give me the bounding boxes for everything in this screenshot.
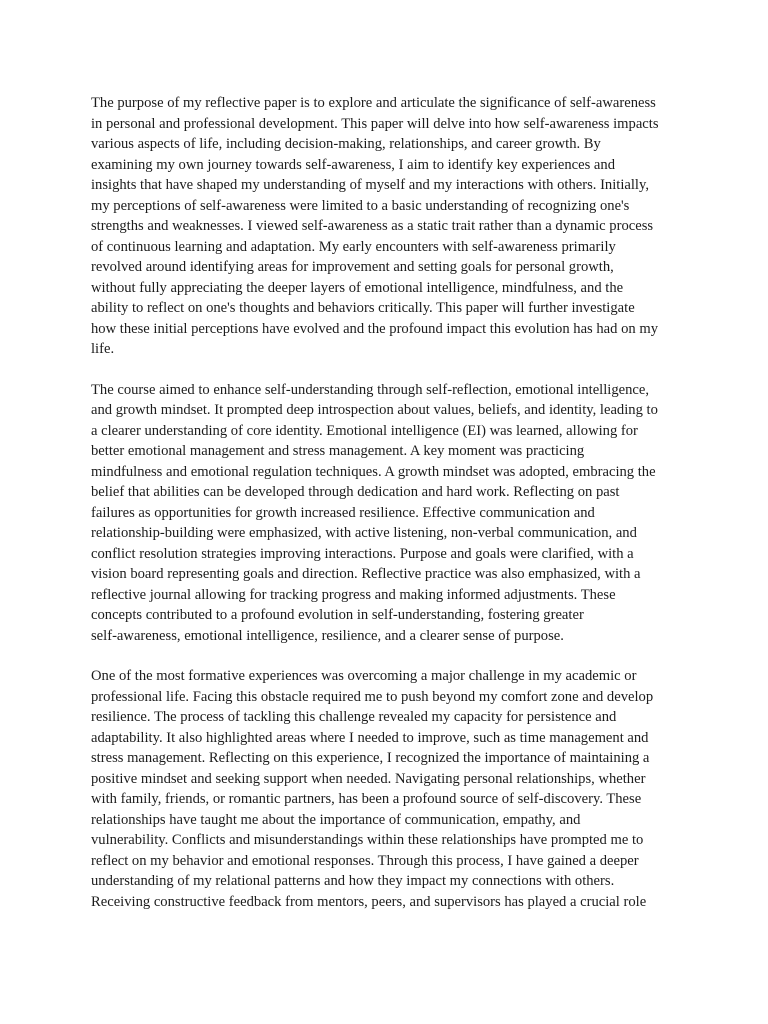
paragraph-experiences: One of the most formative experiences was overcoming a major challenge in my academic or professional life. Facing this obstacle required me to push beyond my comfort zone and develop resilience. The process of tackling this challenge revealed my capacity for persistence and adaptability. It also highlighted areas where I needed to improve, such as time management and stress management. Reflecting on this experience, I recognized the importance of maintaining a positive mindset and seeking support when needed. Navigating personal relationships, whether with family, friends, or romantic partners, has been a profound source of self-discovery. These relationships have taught me about the importance of communication, empathy, and vulnerability. Conflicts and misunderstandings within these relationships have prompted me to reflect on my behavior and emotional responses. Through this process, I have gained a deeper understanding of my relational patterns and how they impact my connections with others. Receiving constructive feedback from mentors, peers, and supervisors has played a crucial role [91, 668, 654, 910]
paragraph-course: The course aimed to enhance self-understanding through self-reflection, emotional intelligence, and growth mindset. It prompted deep introspection about values, beliefs, and identity, leading to a clearer understanding of core identity. Emotional intelligence (EI) was learned, allowing for better emotional management and stress management. A key moment was practicing mindfulness and emotional regulation techniques. A growth mindset was adopted, embracing the belief that abilities can be developed through dedication and hard work. Reflecting on past failures as opportunities for growth increased resilience. Effective communication and relationship-building were emphasized, with active listening, non-verbal communication, and conflict resolution strategies improving interactions. Purpose and goals were clarified, with a vision board representing goals and direction. Reflective practice was also emphasized, with a reflective journal allowing for tracking progress and making informed adjustments. These concepts contributed to a profound evolution in self-understanding, fostering greater self-awareness, emotional intelligence, resilience, and a clearer sense of purpose. [91, 381, 658, 644]
document-body [91, 93, 681, 912]
paragraph-intro: The purpose of my reflective paper is to explore and articulate the significance of self-awareness in personal and professional development. This paper will delve into how self-awareness impacts various aspects of life, including decision-making, relationships, and career growth. By examining my own journey towards self-awareness, I aim to identify key experiences and insights that have shaped my understanding of myself and my interactions with others. Initially, my perceptions of self-awareness were limited to a basic understanding of recognizing one's strengths and weaknesses. I viewed self-awareness as a static trait rather than a dynamic process of continuous learning and adaptation. My early encounters with self-awareness primarily revolved around identifying areas for improvement and setting goals for personal growth, without fully appreciating the deeper layers of emotional intelligence, mindfulness, and the ability to reflect on one's thoughts and behaviors critically. This paper will further investigate how these initial perceptions have evolved and the profound impact this evolution has had on my life. [91, 95, 659, 357]
